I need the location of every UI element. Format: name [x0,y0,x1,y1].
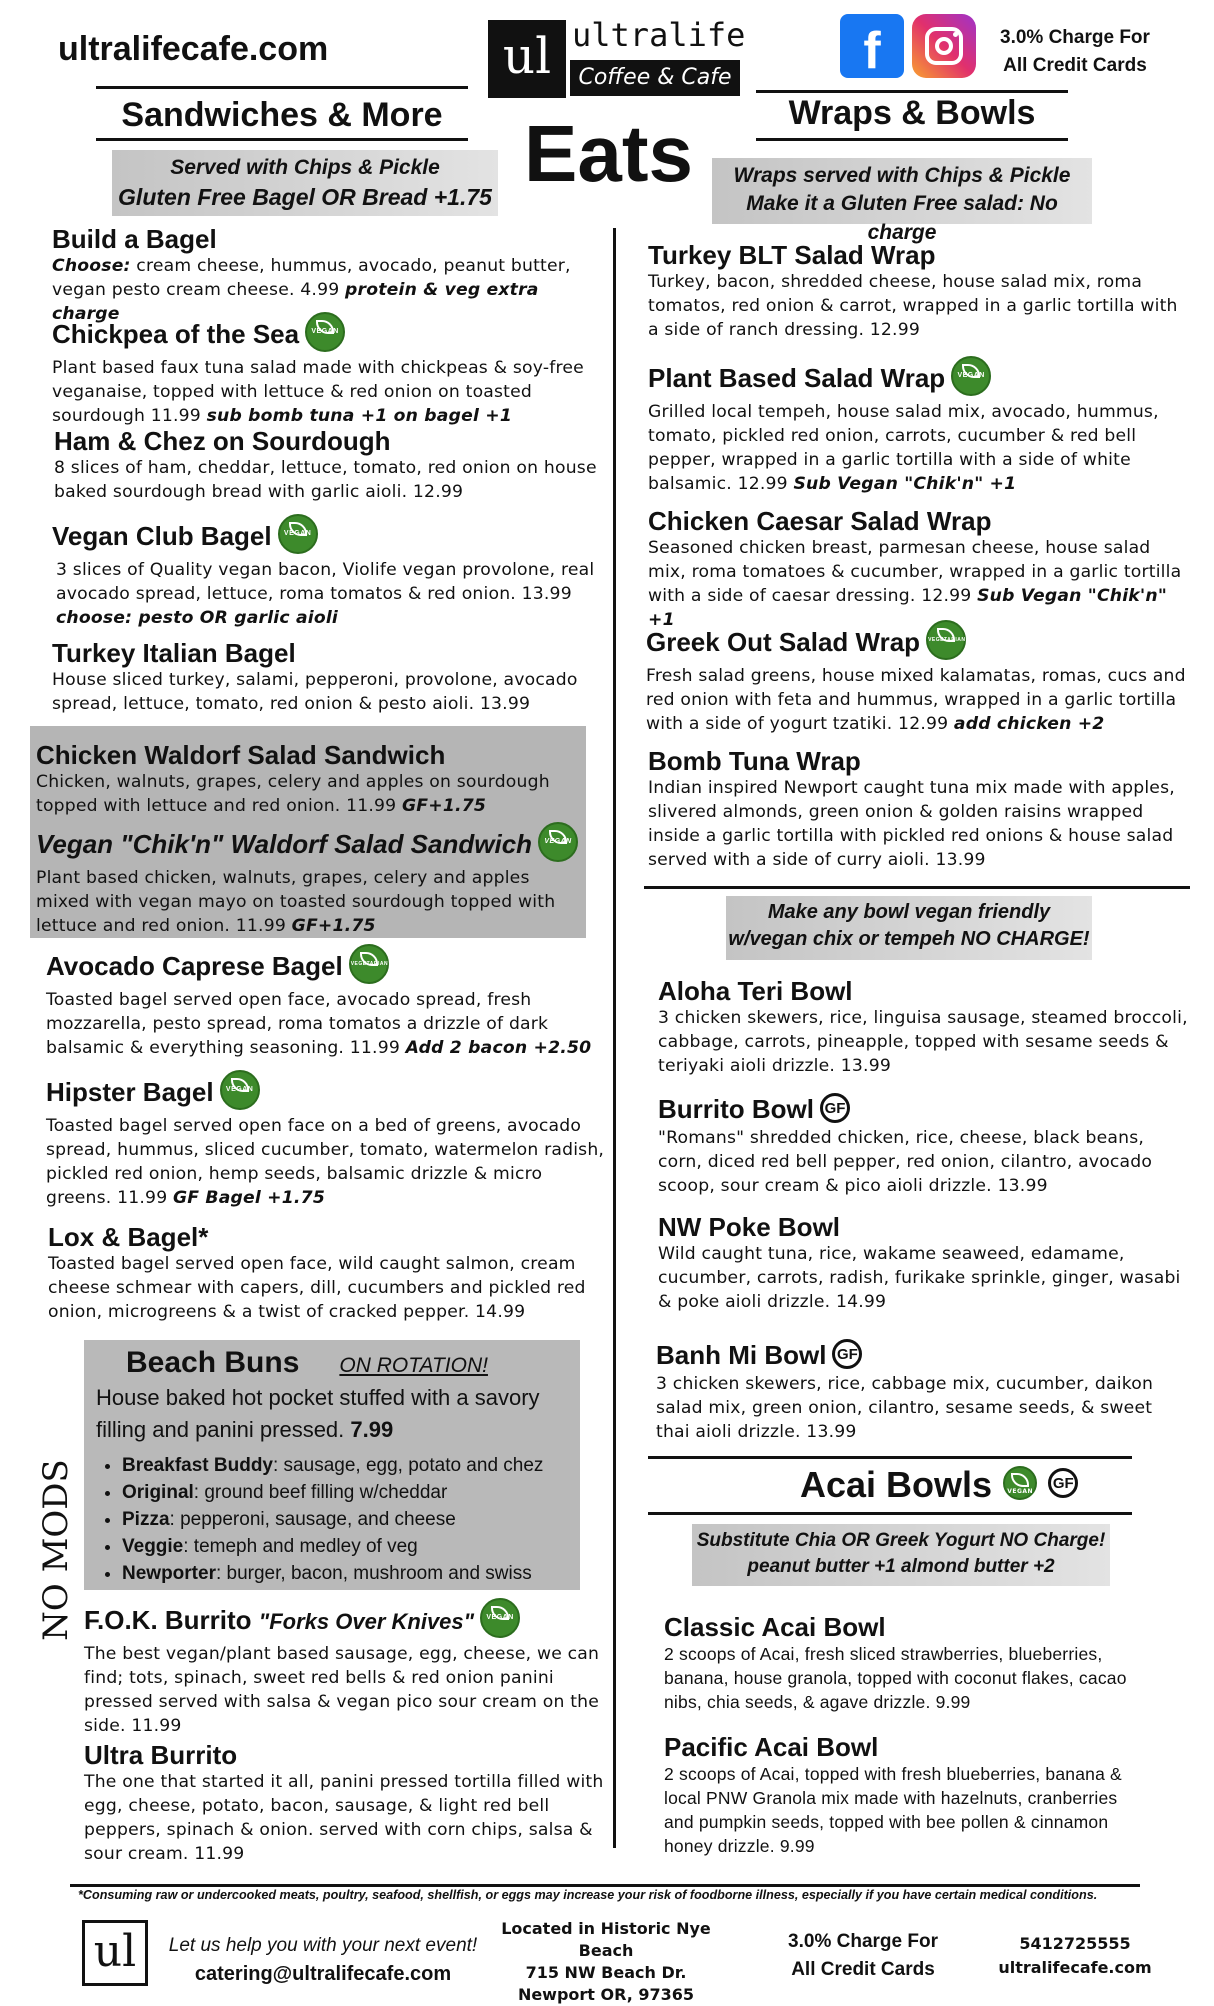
menu-item: Vegan "Chik'n" Waldorf Salad Sandwich VEGAN Plant based chicken, walnuts, grapes, celery and apples mixed with vegan mayo on toasted sourdough topped with lettuce and red onion. 11.99 GF+1.75 [36,826,586,938]
eats-title: Eats [524,109,693,198]
menu-item: Greek Out Salad Wrap VEGETARIAN Fresh salad greens, house mixed kalamatas, romas, cucs and red onion with feta and hummus, wrapped in a garlic tortilla with a side of yogurt tzatiki. 12.99 add chicken +2 [646,624,1191,736]
menu-item: Plant Based Salad Wrap VEGAN Grilled local tempeh, house salad mix, avocado, hummus, tomato, pickled red onion, carrots, cucumber & red bell pepper, wrapped in a garlic tortilla with a side of white balsamic. 12.99 Sub Vegan "Chik'n" +1 [648,360,1193,496]
menu-item: Banh Mi Bowl GF 3 chicken skewers, rice, cabbage mix, cucumber, daikon salad mix, green onion, cilantro, sesame seeds, & sweet thai aioli drizzle. 13.99 [656,1340,1154,1443]
footer-site[interactable]: ultralifecafe.com [998,1958,1152,1977]
logo-sub: Coffee & Cafe [570,60,740,96]
logo-mark: ul [488,20,566,98]
menu-item: Bomb Tuna Wrap Indian inspired Newport caught tuna mix made with apples, slivered almonds, green onion & golden raisins wrapped inside a garlic tortilla with pickled red onions & house salad served with a side of curry aioli. 13.99 [648,746,1175,870]
rotation-tag: ON ROTATION! [339,1354,488,1377]
menu-item: Ham & Chez on Sourdough 8 slices of ham, cheddar, lettuce, tomato, red onion on house baked sourdough bread with garlic aioli. 12.99 [54,426,597,502]
list-item: • Breakfast Buddy: sausage, egg, potato and chez [122,1452,576,1479]
vegan-icon: VEGAN [538,822,578,862]
menu-item: Turkey Italian Bagel House sliced turkey, salami, pepperoni, provolone, avocado spread, lettuce, tomato, red onion & pesto aioli. 13.99 [52,638,578,714]
menu-item: Build a Bagel Choose: cream cheese, hummus, avocado, peanut butter, vegan pesto cream cheese. 4.99 protein & veg extra charge [52,224,571,324]
credit-card-charge: 3.0% Charge For All Credit Cards [1000,27,1150,76]
menu-item: Chickpea of the Sea VEGAN Plant based faux tuna salad made with chickpeas & soy-free veganaise, topped with lettuce & red onion on toasted sourdough 11.99 sub bomb tuna +1 on bagel +1 [52,316,602,428]
list-item: • Newporter: burger, bacon, mushroom and swiss [122,1560,576,1587]
menu-item: Chicken Waldorf Salad Sandwich Chicken, walnuts, grapes, celery and apples on sourdough topped with lettuce and red onion. 11.99 GF+1.75 [36,740,550,816]
logo [488,16,748,98]
footer-charge: 3.0% Charge For All Credit Cards [788,1931,938,1980]
beach-buns: Beach Buns ON ROTATION! House baked hot pocket stuffed with a savory filling and panini pressed. 7.99 • Breakfast Buddy: sausage, egg, potato and chez • Original: ground beef filling w/cheddar • Pizza: pepperoni, sausage, and cheese • Veggie: temeph and medley of veg • Newporter: burger, bacon, mushroom and swiss [96,1346,576,1587]
menu-item: Vegan Club Bagel VEGAN 3 slices of Quality vegan bacon, Violife vegan provolone, real avocado spread, lettuce, roma tomatos & red onion. 13.99 choose: pesto OR garlic aioli [52,518,612,630]
wraps-note: Wraps served with Chips & Pickle Make it a Gluten Free salad: No charge [712,158,1092,224]
instagram-icon[interactable] [912,14,976,78]
menu-item: Chicken Caesar Salad Wrap Seasoned chicken breast, parmesan cheese, house salad mix, roma tomatoes & cucumber, wrapped in a garlic tortilla with a side of caesar dressing. 12.99 Sub Vegan "Chik'n" +1 [648,506,1182,630]
gluten-free-icon: GF [1048,1468,1078,1498]
facebook-icon[interactable]: f [840,14,904,78]
vegetarian-icon: VEGETARIAN [926,620,966,660]
vegan-icon: VEGAN [951,356,991,396]
no-mods-label: NO MODS [36,1459,76,1641]
phone[interactable]: 5412725555 [1019,1934,1131,1953]
location-block: Located in Historic Nye Beach 715 NW Beach Dr. Newport OR, 97365 [501,1919,711,2004]
vegan-icon: VEGAN [278,514,318,554]
disclaimer: *Consuming raw or undercooked meats, poultry, seafood, shellfish, or eggs may increase your risk of foodborne illness, especially if you have certain medical conditions. [78,1888,1098,1902]
catering-block: Let us help you with your next event! catering@ultralifecafe.com [168,1932,478,1988]
bowl-note: Make any bowl vegan friendly w/vegan chix or tempeh NO CHARGE! [726,896,1092,960]
sandwiches-note: Served with Chips & Pickle Gluten Free Bagel OR Bread +1.75 [112,150,498,216]
menu-item: Avocado Caprese Bagel VEGETARIAN Toasted bagel served open face, avocado spread, fresh mozzarella, pesto spread, roma tomatos a drizzle of dark balsamic & everything seasoning. 11.99 Add 2 bacon +2.50 [46,948,606,1060]
menu-item: Lox & Bagel* Toasted bagel served open face, wild caught salmon, cream cheese schmear with capers, dill, cucumbers and pickled red onion, microgreens & a twist of cracked pepper. 14.99 [48,1222,586,1322]
acai-title: Acai Bowls [800,1464,993,1505]
catering-email[interactable]: catering@ultralifecafe.com [194,1963,452,1985]
list-item: • Original: ground beef filling w/cheddar [122,1479,576,1506]
list-item: • Pizza: pepperoni, sausage, and cheese [122,1506,576,1533]
menu-item: F.O.K. Burrito "Forks Over Knives" VEGAN The best vegan/plant based sausage, egg, cheese, we can find; tots, spinach, sweet red bells & red onion panini pressed served with salsa & vegan pico sour cream on the side. 11.99 [84,1602,604,1738]
logo-name: ultralife [572,16,746,54]
menu-item: Ultra Burrito The one that started it all, panini pressed tortilla filled with egg, cheese, potato, bacon, sausage, & light red bell peppers, spinach & onion. served with corn chips, salsa & sour cream. 11.99 [84,1740,604,1864]
beach-buns-title: Beach Buns [126,1346,300,1379]
contact-block [990,1932,1160,1980]
buns-list [96,1452,576,1587]
vegan-icon: VEGAN [220,1070,260,1110]
menu-item: Burrito Bowl GF "Romans" shredded chicken, rice, cheese, black beans, corn, diced red bell pepper, red onion, cilantro, avocado scoop, sour cream & pico aioli drizzle. 13.99 [658,1094,1153,1197]
list-item: • Veggie: temeph and medley of veg [122,1533,576,1560]
menu-item: NW Poke Bowl Wild caught tuna, rice, wakame seaweed, edamame, cucumber, carrots, radish, furikake sprinkle, ginger, wasabi & poke aioli drizzle. 14.99 [658,1212,1181,1312]
menu-item: Aloha Teri Bowl 3 chicken skewers, rice, linguisa sausage, steamed broccoli, cabbage, carrots, pineapple, topped with sesame seeds & teriyaki aioli drizzle. 13.99 [658,976,1188,1076]
menu-item: Hipster Bagel VEGAN Toasted bagel served open face on a bed of greens, avocado spread, hummus, sliced cucumber, tomato, watermelon radish, pickled red onion, hemp seeds, balsamic drizzle & micro greens. 11.99 GF Bagel +1.75 [46,1074,606,1210]
menu-item: Classic Acai Bowl 2 scoops of Acai, fresh sliced strawberries, blueberries, banana, house granola, topped with coconut flakes, cacao nibs, chia seeds, & agave drizzle. 9.99 [664,1612,1127,1712]
site-url[interactable]: ultralifecafe.com [58,30,329,68]
section-title-sandwiches: Sandwiches & More [121,96,443,134]
menu-item: Turkey BLT Salad Wrap Turkey, bacon, shredded cheese, house salad mix, roma tomatos, red onion & carrot, wrapped in a garlic tortilla with a side of ranch dressing. 12.99 [648,240,1178,340]
vegan-icon: VEGAN [480,1598,520,1638]
vegan-icon: VEGAN [1003,1466,1037,1500]
gluten-free-icon: GF [832,1339,862,1369]
gluten-free-icon: GF [820,1093,850,1123]
footer-logo: ul [82,1920,148,1986]
section-title-wraps: Wraps & Bowls [788,94,1036,132]
acai-note: Substitute Chia OR Greek Yogurt NO Charge! peanut butter +1 almond butter +2 [692,1524,1110,1586]
menu-item: Pacific Acai Bowl 2 scoops of Acai, topped with fresh blueberries, banana & local PNW Granola mix made with hazelnuts, cranberries and pumpkin seeds, topped with bee pollen & cinnamon honey drizzle. 9.99 [664,1732,1122,1856]
acai-heading [800,1464,1078,1506]
vegetarian-icon: VEGETARIAN [349,944,389,984]
vegan-icon: VEGAN [305,312,345,352]
